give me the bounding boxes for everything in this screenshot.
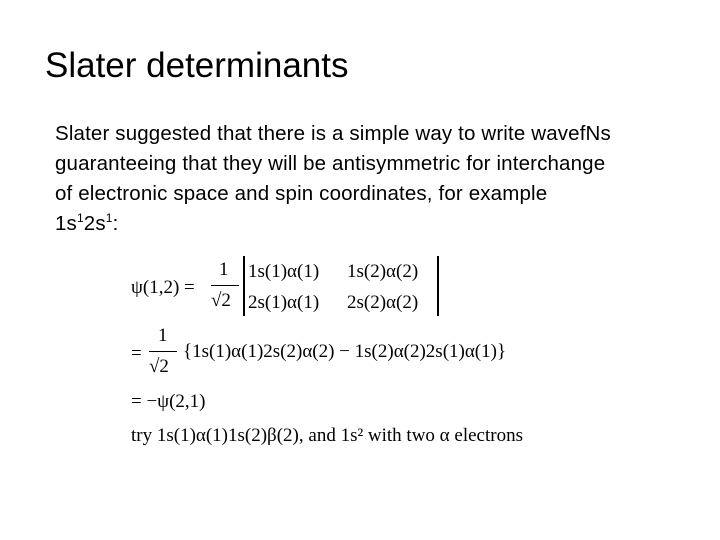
body-line-2: guaranteeing that they will be antisymmetric for interchange xyxy=(55,152,606,175)
eq2-fraction-bar xyxy=(149,351,177,352)
eq2-equals: = xyxy=(131,343,142,364)
eq2-fraction-numerator: 1 xyxy=(158,325,168,346)
orbital-2s: 2s xyxy=(83,212,106,235)
det-row1-col2: 1s(2)α(2) xyxy=(347,261,419,282)
eq2-fraction-denominator: √2 xyxy=(149,356,169,377)
body-line-3: of electronic space and spin coordinates, for example xyxy=(55,182,548,205)
orbital-2s-occupancy: 1 xyxy=(105,211,113,225)
orbital-1s-occupancy: 1 xyxy=(76,211,84,225)
det-row2-col1: 2s(1)α(1) xyxy=(248,292,320,313)
eq2-expansion: {1s(1)α(1)2s(2)α(2) − 1s(2)α(2)2s(1)α(1)} xyxy=(183,341,507,362)
body-line-1: Slater suggested that there is a simple way to write wavefNs xyxy=(55,122,611,145)
eq1-lhs: ψ(1,2) = xyxy=(131,277,195,298)
exercise-line: try 1s(1)α(1)1s(2)β(2), and 1s² with two α electrons xyxy=(131,425,523,446)
eq1-fraction-numerator: 1 xyxy=(219,259,229,280)
det-row2-col2: 2s(2)α(2) xyxy=(347,292,419,313)
eq1-fraction-denominator: √2 xyxy=(211,290,231,311)
orbital-1s: 1s xyxy=(55,212,77,235)
determinant-right-bar xyxy=(437,256,439,316)
slide-title: Slater determinants xyxy=(45,46,349,85)
colon: : xyxy=(112,212,119,235)
eq1-fraction-bar xyxy=(211,285,239,286)
det-row1-col1: 1s(1)α(1) xyxy=(248,261,320,282)
eq3-antisymmetry: = −ψ(2,1) xyxy=(131,391,206,412)
determinant-left-bar xyxy=(243,256,245,316)
